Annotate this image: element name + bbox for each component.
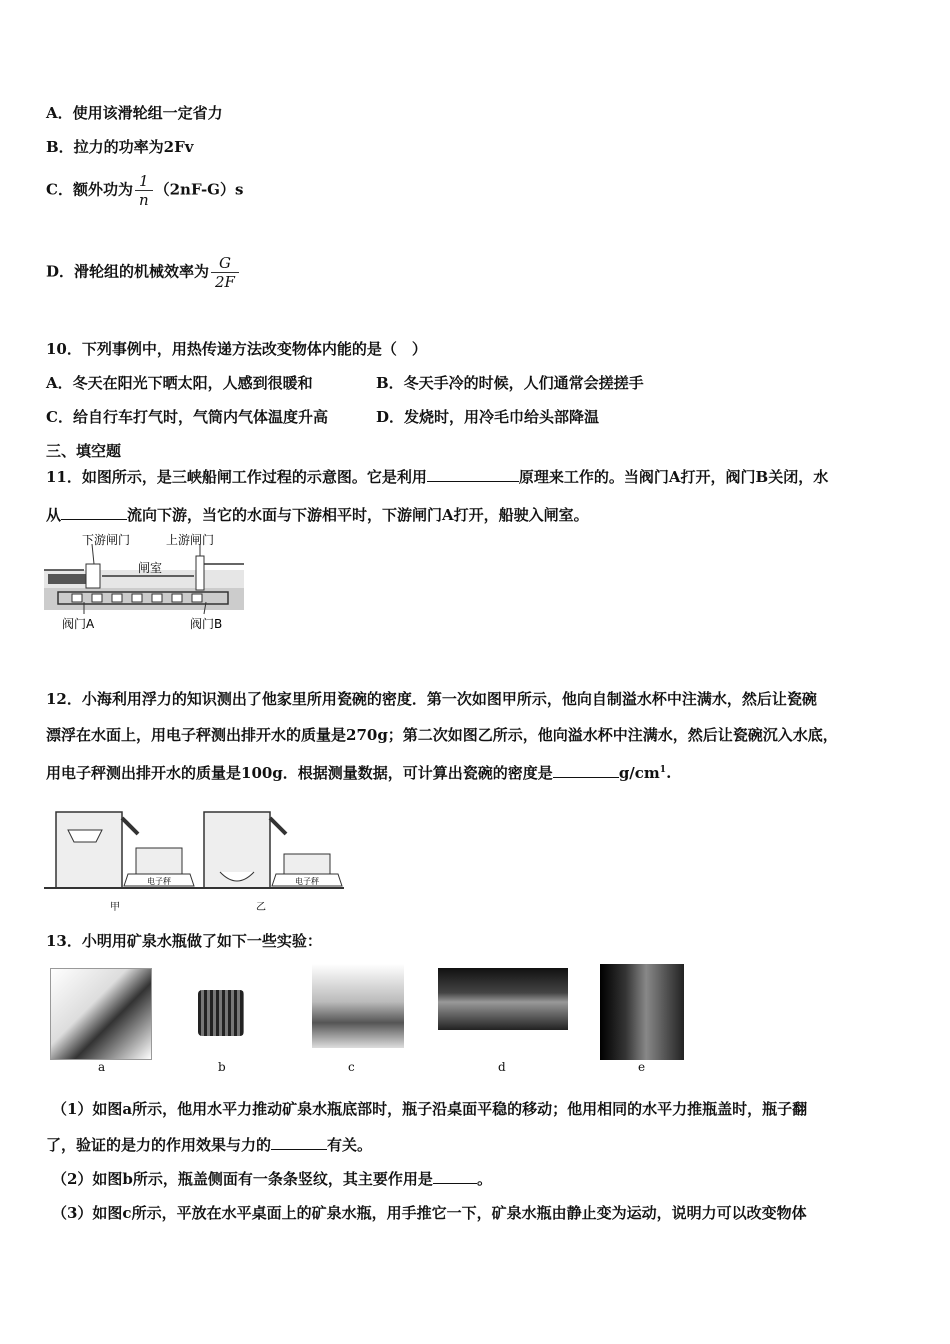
fraction-denominator: 2F bbox=[211, 272, 239, 291]
q11-text-2: 原理来工作的。当阀门A打开，阀门B关闭，水 bbox=[518, 468, 829, 486]
q12-end: . bbox=[666, 764, 672, 782]
fraction-numerator: G bbox=[219, 254, 231, 272]
q12-blank bbox=[553, 763, 619, 778]
q9-option-c-post: （2nF-G）s bbox=[154, 180, 244, 199]
photo-label-c: c bbox=[348, 1060, 355, 1074]
q9-option-d-pre: D．滑轮组的机械效率为 bbox=[46, 262, 210, 281]
photo-c-bottle-push bbox=[312, 964, 404, 1048]
label-chamber: 闸室 bbox=[138, 561, 163, 575]
q11-line2 bbox=[46, 504, 589, 525]
q13-p2-end: 。 bbox=[476, 1170, 492, 1188]
q13-p2 bbox=[52, 1168, 492, 1189]
q11-text-1: 11．如图所示，是三峡船闸工作过程的示意图。它是利用 bbox=[46, 468, 427, 486]
q10-option-a: A．冬天在阳光下晒太阳，人感到很暖和 bbox=[46, 374, 313, 392]
photo-b-bottle-cap bbox=[198, 990, 244, 1036]
fraction-denominator: n bbox=[135, 190, 153, 209]
q12-text-1: 用电子秤测出排开水的质量是100g．根据测量数据，可计算出瓷碗的密度是 bbox=[46, 764, 553, 782]
photo-label-d: d bbox=[498, 1060, 506, 1074]
q12-unit: g/cm bbox=[618, 764, 660, 782]
q11-text-4: 流向下游，当它的水面与下游相平时，下游闸门A打开，船驶入闸室。 bbox=[127, 506, 589, 524]
q13-blank-1 bbox=[271, 1135, 327, 1150]
label-yi: 乙 bbox=[256, 902, 266, 913]
q13-p3: （3）如图c所示，平放在水平桌面上的矿泉水瓶，用手推它一下，矿泉水瓶由静止变为运动，说明力可以改变物体 bbox=[52, 1204, 807, 1222]
q13-p2-text: （2）如图b所示，瓶盖侧面有一条条竖纹，其主要作用是 bbox=[52, 1170, 433, 1188]
scale-label: 电子秤 bbox=[147, 877, 171, 886]
q12-line2: 漂浮在水面上，用电子秤测出排开水的质量是270g；第二次如图乙所示，他向溢水杯中注满水，然后让瓷碗沉入水底， bbox=[46, 726, 838, 744]
figure-yi bbox=[194, 812, 344, 913]
q13-p1-end: 有关。 bbox=[327, 1136, 373, 1154]
q9-option-d bbox=[46, 254, 241, 291]
q10-option-b: B．冬天手冷的时候，人们通常会搓搓手 bbox=[376, 374, 644, 392]
photo-label-b: b bbox=[218, 1060, 226, 1074]
q9-option-a: A．使用该滑轮组一定省力 bbox=[46, 104, 223, 122]
photo-label-a: a bbox=[98, 1060, 106, 1074]
fraction-numerator: 1 bbox=[139, 172, 149, 190]
q11-line1 bbox=[46, 466, 828, 487]
overflow-cup-diagram bbox=[44, 798, 344, 914]
q9-option-c-pre: C．额外功为 bbox=[46, 180, 133, 199]
photo-e-bottle-dark bbox=[600, 964, 684, 1060]
label-jia: 甲 bbox=[110, 902, 120, 913]
q11-blank-1 bbox=[427, 467, 519, 482]
figure-jia bbox=[44, 812, 194, 913]
photo-a-bottles bbox=[50, 968, 152, 1060]
label-downstream-gate: 下游闸门 bbox=[82, 533, 131, 547]
scale-label: 电子秤 bbox=[295, 877, 319, 886]
q9-option-c-fraction bbox=[135, 172, 153, 209]
section-heading: 三、填空题 bbox=[46, 442, 122, 460]
photo-label-e: e bbox=[638, 1060, 646, 1074]
q10-option-d: D．发烧时，用冷毛巾给头部降温 bbox=[376, 408, 600, 426]
q11-text-3: 从 bbox=[46, 506, 62, 524]
q10-option-c: C．给自行车打气时，气筒内气体温度升高 bbox=[46, 408, 328, 426]
ship-lock-diagram bbox=[44, 530, 244, 638]
q13-blank-2 bbox=[433, 1169, 477, 1184]
q13-p1-text: 了，验证的是力的作用效果与力的 bbox=[46, 1136, 272, 1154]
q10-stem: 10．下列事例中，用热传递方法改变物体内能的是（ ） bbox=[46, 340, 427, 358]
photo-d-bottle-side bbox=[438, 968, 568, 1030]
q11-blank-2 bbox=[61, 505, 127, 520]
label-upstream-gate: 上游闸门 bbox=[166, 533, 215, 547]
q12-unit-sup: 1 bbox=[659, 765, 667, 775]
q13-p1-line1: （1）如图a所示，他用水平力推动矿泉水瓶底部时，瓶子沿桌面平稳的移动；他用相同的水平力推瓶盖时，瓶子翻 bbox=[52, 1100, 808, 1118]
q12-line3 bbox=[46, 762, 671, 783]
q9-option-d-fraction bbox=[211, 254, 239, 291]
q12-line1: 12．小海利用浮力的知识测出了他家里所用瓷碗的密度．第一次如图甲所示，他向自制溢水杯中注满水，然后让瓷碗 bbox=[46, 690, 817, 708]
q9-option-c bbox=[46, 172, 243, 209]
q13-stem: 13．小明用矿泉水瓶做了如下一些实验： bbox=[46, 932, 322, 950]
q9-option-b: B．拉力的功率为2Fv bbox=[46, 138, 194, 156]
q13-p1-line2 bbox=[46, 1134, 372, 1155]
label-valve-a: 阀门A bbox=[62, 617, 95, 631]
label-valve-b: 阀门B bbox=[190, 617, 223, 631]
